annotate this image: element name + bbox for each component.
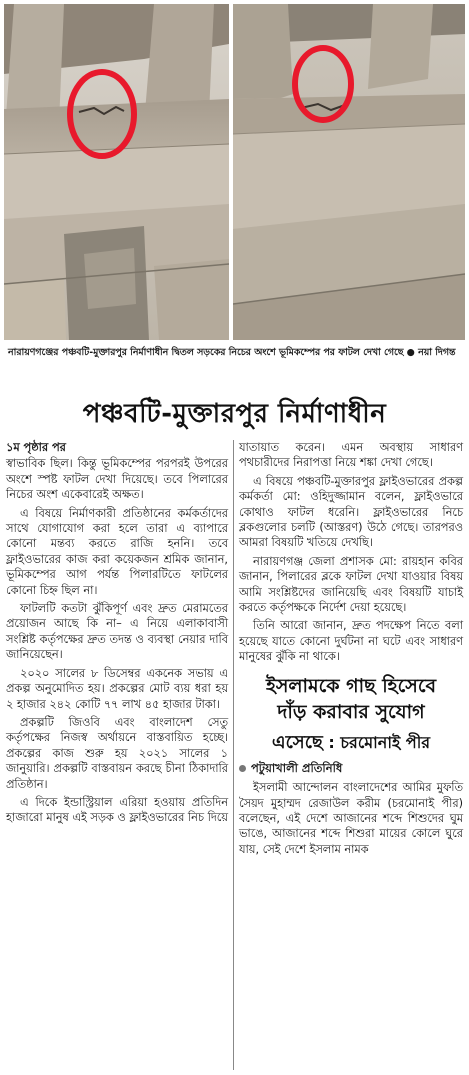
paragraph: এ দিকে ইন্ডাস্ট্রিয়াল এরিয়া হওয়ায় প্রতিদিন হাজারো মানুষ এই সড়ক ও ফ্লাইওভারের নিচ দিয়ে (6, 795, 228, 825)
photo-caption: নারায়ণগঞ্জের পঞ্চবটি-মুক্তারপুর নির্মাণাধীন দ্বিতল সড়কের নিচের অংশে ভূমিকম্পের পর ফাটল দেখা গেছে ● নয়া দিগন্ত (8, 347, 456, 358)
paragraph: নারায়ণগঞ্জ জেলা প্রশাসক মো: রায়হান কবির জানান, পিলারের ব্লকে ফাটল দেখা যাওয়ার বিষয় আমি সংশ্লিষ্টদের জানিয়েছি এবং বিষয়টি যাচাই করতে কর্তৃপক্ষকে নির্দেশ দেয়া হয়েছে। (239, 554, 463, 615)
sub-headline (239, 673, 463, 755)
paragraph: ফাটলটি কতটা ঝুঁকিপূর্ণ এবং দ্রুত মেরামতের প্রয়োজন আছে কি না– এ নিয়ে এলাকাবাসী সংশ্লিষ্ট কর্তৃপক্ষের দ্রুত তদন্ত ও ব্যবস্থা নেয়ার দাবি জানিয়েছেন। (6, 602, 228, 662)
paragraph: ২০২০ সালের ৮ ডিসেম্বর একনেক সভায় এ প্রকল্প অনুমোদিত হয়। প্রকল্পের মোট ব্যয় ধরা হয় ২ হাজার ২৪২ কোটি ৭৭ লাখ ৪৫ হাজার টাকা। (6, 666, 228, 711)
paragraph: ইসলামী আন্দোলন বাংলাদেশের আমির মুফতি সৈয়দ মুহাম্মদ রেজাউল করীম (চরমোনাই পীর) বলেছেন, এই দেশে আজানের শব্দে শিশুদের ঘুম ভাঙে, আজানের শব্দে শিশুরা মায়ের কোলে ঘুরে যায়, সেই দেশে ইসলাম নামক (239, 781, 463, 856)
left-column (6, 440, 228, 829)
paragraph: এ বিষয়ে নির্মাণকারী প্রতিষ্ঠানের কর্মকর্তাদের সাথে যোগাযোগ করা হলে তারা এ ব্যাপারে কোনো মন্তব্য করতে রাজি হননি। তবে ফ্লাইওভারের কাজ করা কয়েকজন শ্রমিক জানান, ভূমিকম্পের আগ পর্যন্ত পিলারটিতে ফাটলের কোনো চিহ্ন ছিল না। (6, 506, 228, 597)
sub-headline-emphasis: এসেছে (271, 731, 323, 753)
byline-text: পটুয়াখালী প্রতিনিধি (251, 760, 343, 775)
paragraph: এ বিষয়ে পঞ্চবটি-মুক্তারপুর ফ্লাইওভারের প্রকল্প কর্মকর্তা মো: ওহিদুজ্জামান বলেন, ফ্লাইওভারে কোথাও ফাটল ধরেনি। ফ্লাইওভারের নিচে ব্লকগুলোর চলটি (আস্তরণ) উঠে গেছে। তারপরও আমরা বিষয়টি খতিয়ে দেখছি। (239, 474, 463, 550)
paragraph: প্রকল্পটি জিওবি এবং বাংলাদেশ সেতু কর্তৃপক্ষের নিজস্ব অর্থায়নে বাস্তবায়িত হচ্ছে। প্রকল্পের কাজ শুরু হয় ২০২১ সালের ১ জানুয়ারি। প্রকল্পটি বাস্তবায়ন করছে চীনা ঠিকাদারি প্রতিষ্ঠান। (6, 715, 228, 791)
paragraph: তিনি আরো জানান, দ্রুত পদক্ষেপ নিতে বলা হয়েছে যাতে কোনো দুর্ঘটনা না ঘটে এবং সাধারণ মানুষের ঝুঁকি না থাকে। (239, 619, 463, 664)
sub-headline-line-2: দাঁড় করাবার সুযোগ (277, 700, 425, 723)
sub-headline-attribution: : চরমোনাই পীর (328, 732, 431, 752)
photo-flyover-crack-right (233, 4, 465, 340)
bullet-icon (239, 765, 246, 772)
column-separator (233, 440, 234, 1070)
paragraph: যাতায়াত করেন। এমন অবস্থায় সাধারণ পথচারীদের নিরাপত্তা নিয়ে শঙ্কা দেখা গেছে। (239, 441, 463, 470)
sub-headline-line-3 (239, 731, 463, 755)
photo-pair (4, 4, 465, 340)
paragraph: স্বাভাবিক ছিল। কিন্তু ভূমিকম্পের পরপরই উপরের অংশে স্পষ্ট ফাটল দেখা দিয়েছে। তবে পিলারের নিচের অংশ একেবারেই অক্ষত। (6, 457, 228, 502)
byline (239, 761, 463, 776)
sub-headline-line-1: ইসলামকে গাছ হিসেবে (265, 674, 437, 697)
continued-from-label: ১ম পৃষ্ঠার পর (6, 441, 66, 454)
right-column (239, 440, 463, 860)
photo-flyover-crack-left (4, 4, 229, 340)
headline: পঞ্চবটি-মুক্তারপুর নির্মাণাধীন (82, 399, 387, 429)
